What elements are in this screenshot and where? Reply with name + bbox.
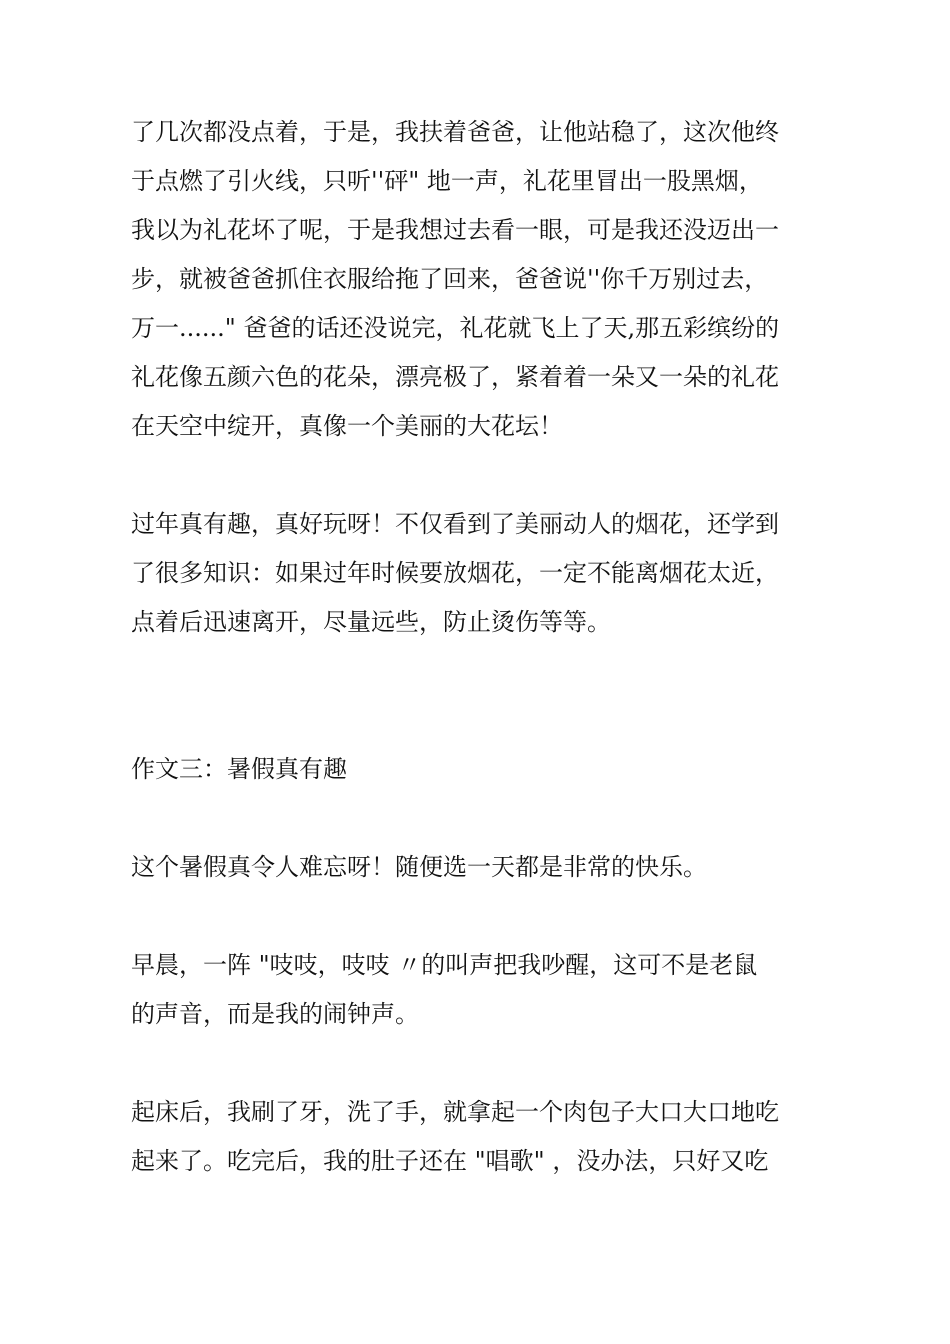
text-line: 我以为礼花坏了呢，于是我想过去看一眼，可是我还没迈出一 [131,216,779,244]
section-heading: 作文三：暑假真有趣 [131,755,347,783]
text-line: 步，就被爸爸抓住衣服给拖了回来，爸爸说''你千万别过去， [131,265,769,293]
text-line: 礼花像五颜六色的花朵，漂亮极了，紧着着一朵又一朵的礼花 [131,363,779,391]
text-line: 起来了。吃完后，我的肚子还在 "唱歌" ，没办法，只好又吃 [131,1147,769,1175]
text-line: 了很多知识：如果过年时候要放烟花，一定不能离烟花太近， [131,559,779,587]
text-line: 了几次都没点着，于是，我扶着爸爸，让他站稳了，这次他终 [131,118,779,146]
text-line: 万一......" 爸爸的话还没说完，礼花就飞上了天,那五彩缤纷的 [131,314,780,342]
text-line: 在天空中绽开，真像一个美丽的大花坛！ [131,412,563,440]
text-line: 的声音，而是我的闹钟声。 [131,1000,419,1028]
text-line: 起床后，我刷了牙，洗了手，就拿起一个肉包子大口大口地吃 [131,1098,779,1126]
text-line: 早晨，一阵 "吱吱，吱吱 〃的叫声把我吵醒，这可不是老鼠 [131,951,758,979]
text-line: 点着后迅速离开，尽量远些，防止烫伤等等。 [131,608,611,636]
text-line: 过年真有趣，真好玩呀！不仅看到了美丽动人的烟花，还学到 [131,510,779,538]
text-line: 这个暑假真令人难忘呀！随便选一天都是非常的快乐。 [131,853,707,881]
text-line: 于点燃了引火线，只听''砰" 地一声，礼花里冒出一股黑烟， [131,167,763,195]
